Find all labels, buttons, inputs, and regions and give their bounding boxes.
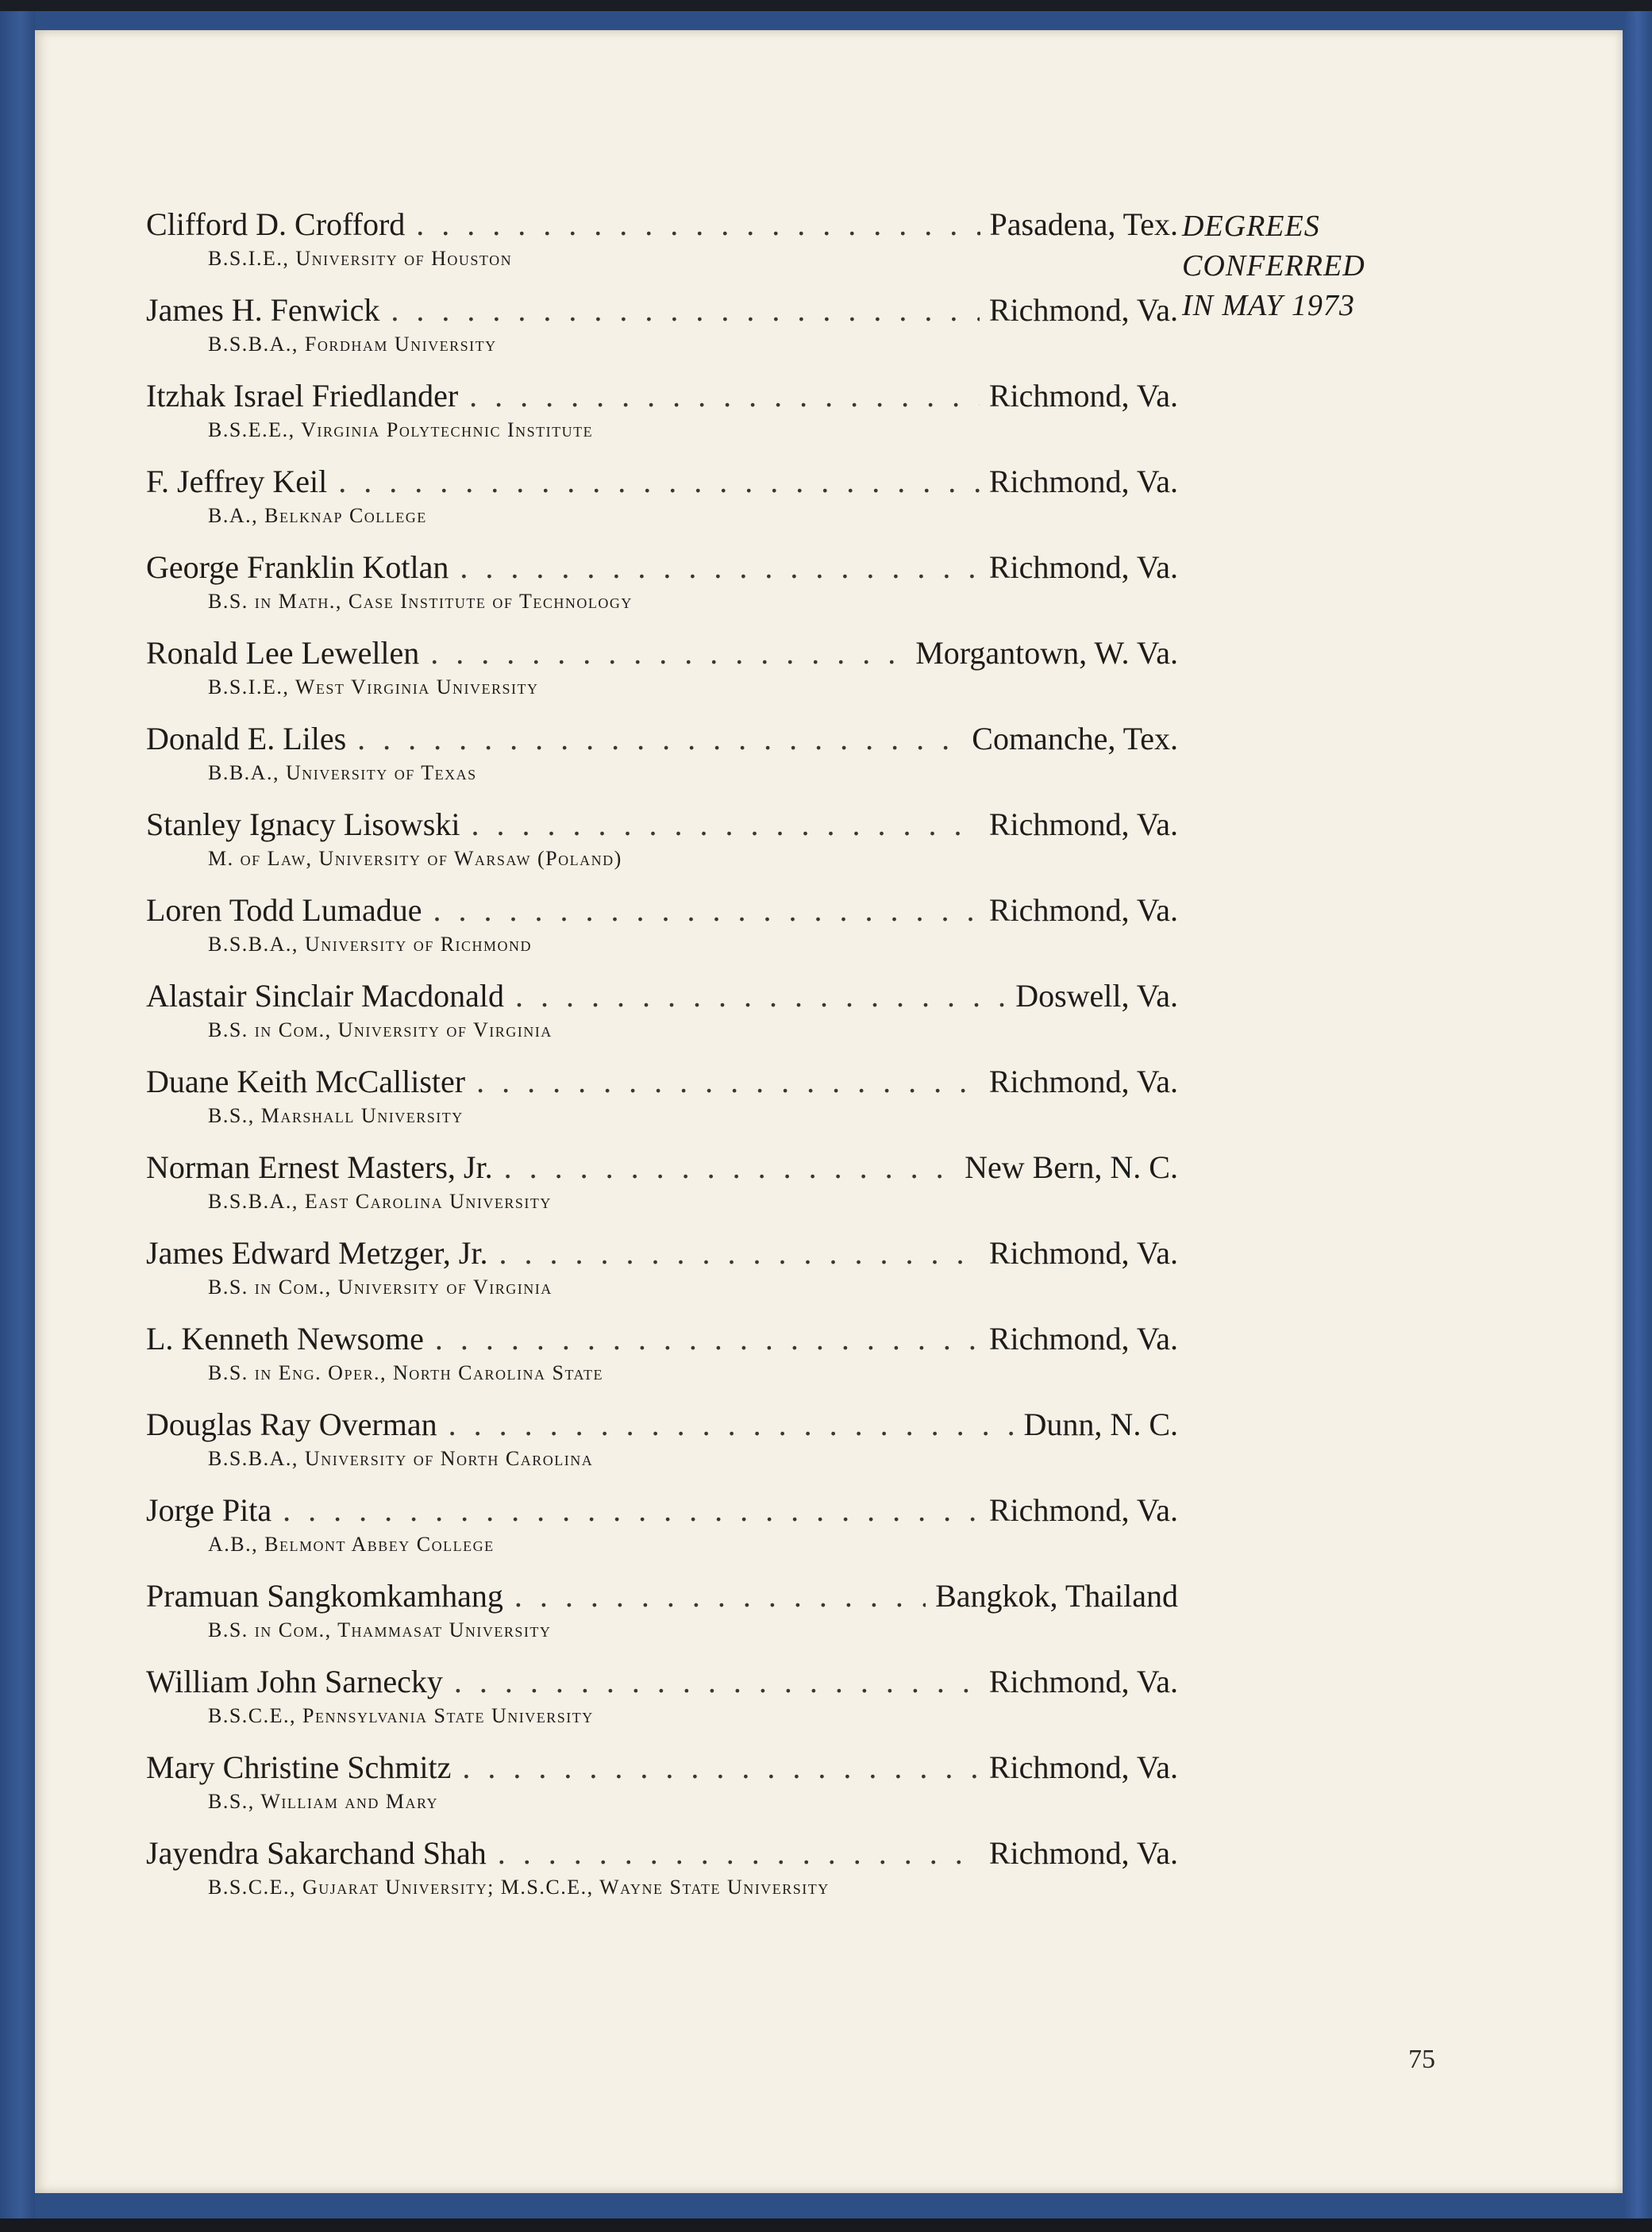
graduate-name: Douglas Ray Overman — [146, 1407, 437, 1442]
dot-leader — [487, 1832, 980, 1875]
graduate-entry — [146, 289, 1178, 375]
sidebar-heading-line: DEGREES — [1182, 210, 1320, 243]
graduate-hometown: Richmond, Va. — [988, 1064, 1178, 1099]
graduate-name: Duane Keith McCallister — [146, 1064, 466, 1099]
graduate-degree: B.S.E.E., Virginia Polytechnic Institute — [208, 418, 594, 441]
graduate-hometown: Richmond, Va. — [988, 1321, 1178, 1357]
book-cover-right — [1623, 11, 1652, 2219]
sidebar-heading-line: IN MAY 1973 — [1182, 289, 1355, 322]
dot-leader — [419, 632, 906, 675]
dot-leader — [465, 1060, 980, 1103]
graduate-hometown: Richmond, Va. — [988, 1664, 1178, 1699]
dot-leader — [488, 1232, 980, 1275]
graduate-name: Alastair Sinclair Macdonald — [146, 978, 504, 1014]
graduate-degree: B.S.B.A., Fordham University — [208, 333, 497, 356]
graduate-hometown: Richmond, Va. — [988, 464, 1178, 499]
dot-leader — [422, 889, 979, 932]
graduate-name: James Edward Metzger, Jr. — [146, 1235, 488, 1271]
graduate-degree: B.A., Belknap College — [208, 504, 427, 527]
graduate-name: James H. Fenwick — [146, 292, 380, 328]
graduate-hometown: Richmond, Va. — [988, 1492, 1178, 1528]
graduate-entry — [146, 803, 1178, 889]
graduate-name: William John Sarnecky — [146, 1664, 443, 1699]
graduate-entry — [146, 460, 1178, 546]
section-sidebar-heading — [1182, 206, 1365, 325]
graduate-name: Norman Ernest Masters, Jr. — [146, 1149, 493, 1185]
graduate-degree: B.S., William and Mary — [208, 1790, 438, 1813]
graduate-name: Ronald Lee Lewellen — [146, 635, 420, 671]
dot-leader — [437, 1403, 1015, 1446]
graduate-hometown: Richmond, Va. — [988, 1835, 1178, 1871]
graduate-entry — [146, 1318, 1178, 1403]
graduate-degree: B.S.B.A., University of Richmond — [208, 933, 533, 956]
dot-leader — [424, 1318, 980, 1360]
graduate-hometown: New Bern, N. C. — [965, 1149, 1178, 1185]
graduate-name: F. Jeffrey Keil — [146, 464, 328, 499]
graduate-entry — [146, 889, 1178, 975]
graduate-hometown: Richmond, Va. — [988, 1235, 1178, 1271]
graduate-name: Jorge Pita — [146, 1492, 272, 1528]
graduate-entry — [146, 1746, 1178, 1832]
graduate-degree: B.S.I.E., West Virginia University — [208, 675, 539, 698]
graduate-hometown: Richmond, Va. — [988, 1749, 1178, 1785]
sidebar-heading-line: CONFERRED — [1182, 249, 1365, 283]
graduate-entry — [146, 1146, 1178, 1232]
graduate-entry — [146, 1832, 1178, 1918]
graduate-hometown: Doswell, Va. — [1015, 978, 1178, 1014]
graduate-name: George Franklin Kotlan — [146, 549, 449, 585]
graduate-hometown: Dunn, N. C. — [1023, 1407, 1178, 1442]
dot-leader — [493, 1146, 956, 1189]
graduate-degree: B.S.I.E., University of Houston — [208, 247, 513, 270]
dot-leader — [327, 460, 980, 503]
graduate-hometown: Richmond, Va. — [988, 378, 1178, 414]
graduate-entry — [146, 632, 1178, 718]
graduate-entry — [146, 203, 1178, 289]
graduate-hometown: Richmond, Va. — [988, 892, 1178, 928]
graduate-degree: B.B.A., University of Texas — [208, 761, 477, 784]
top-edge — [0, 0, 1652, 11]
graduate-degree: B.S. in Eng. Oper., North Carolina State — [208, 1361, 603, 1384]
graduate-hometown: Pasadena, Tex. — [989, 206, 1178, 242]
dot-leader — [460, 803, 980, 846]
graduate-degree: B.S. in Math., Case Institute of Technology — [208, 590, 633, 613]
graduate-name: Itzhak Israel Friedlander — [146, 378, 459, 414]
graduate-name: Mary Christine Schmitz — [146, 1749, 452, 1785]
dot-leader — [271, 1489, 980, 1532]
graduate-name: Loren Todd Lumadue — [146, 892, 422, 928]
graduate-degree: B.S.C.E., Gujarat University; M.S.C.E., Wayne State University — [208, 1876, 830, 1899]
dot-leader — [443, 1661, 980, 1703]
graduate-name: Jayendra Sakarchand Shah — [146, 1835, 487, 1871]
graduate-hometown: Bangkok, Thailand — [935, 1578, 1178, 1614]
dot-leader — [504, 975, 1006, 1018]
graduate-degree: M. of Law, University of Warsaw (Poland) — [208, 847, 622, 870]
graduate-entry — [146, 1489, 1178, 1575]
graduate-name: Donald E. Liles — [146, 721, 347, 756]
graduate-degree: B.S.B.A., University of North Carolina — [208, 1447, 594, 1470]
graduate-entry — [146, 975, 1178, 1060]
dot-leader — [405, 203, 980, 246]
graduate-list — [146, 203, 1178, 1918]
graduate-hometown: Comanche, Tex. — [972, 721, 1178, 756]
graduate-name: Clifford D. Crofford — [146, 206, 406, 242]
graduate-entry — [146, 1661, 1178, 1746]
graduate-degree: B.S. in Com., University of Virginia — [208, 1018, 553, 1041]
graduate-entry — [146, 375, 1178, 460]
graduate-hometown: Richmond, Va. — [988, 806, 1178, 842]
graduate-degree: A.B., Belmont Abbey College — [208, 1533, 495, 1556]
graduate-name: L. Kenneth Newsome — [146, 1321, 424, 1357]
graduate-degree: B.S. in Com., Thammasat University — [208, 1618, 552, 1641]
graduate-hometown: Richmond, Va. — [988, 549, 1178, 585]
dot-leader — [451, 1746, 979, 1789]
dot-leader — [503, 1575, 926, 1618]
graduate-degree: B.S.B.A., East Carolina University — [208, 1190, 552, 1213]
page-number: 75 — [1408, 2045, 1435, 2074]
graduate-name: Pramuan Sangkomkamhang — [146, 1578, 503, 1614]
book-cover-left — [0, 11, 35, 2219]
graduate-hometown: Richmond, Va. — [988, 292, 1178, 328]
book-page — [35, 30, 1623, 2193]
dot-leader — [379, 289, 979, 332]
graduate-degree: B.S.C.E., Pennsylvania State University — [208, 1704, 594, 1727]
graduate-entry — [146, 718, 1178, 803]
graduate-degree: B.S. in Com., University of Virginia — [208, 1276, 553, 1299]
graduate-entry — [146, 546, 1178, 632]
graduate-degree: B.S., Marshall University — [208, 1104, 464, 1127]
graduate-hometown: Morgantown, W. Va. — [915, 635, 1178, 671]
dot-leader — [449, 546, 979, 589]
graduate-entry — [146, 1403, 1178, 1489]
graduate-entry — [146, 1575, 1178, 1661]
graduate-name: Stanley Ignacy Lisowski — [146, 806, 460, 842]
dot-leader — [458, 375, 980, 418]
dot-leader — [346, 718, 962, 760]
bottom-edge — [0, 2219, 1652, 2232]
graduate-entry — [146, 1232, 1178, 1318]
graduate-entry — [146, 1060, 1178, 1146]
